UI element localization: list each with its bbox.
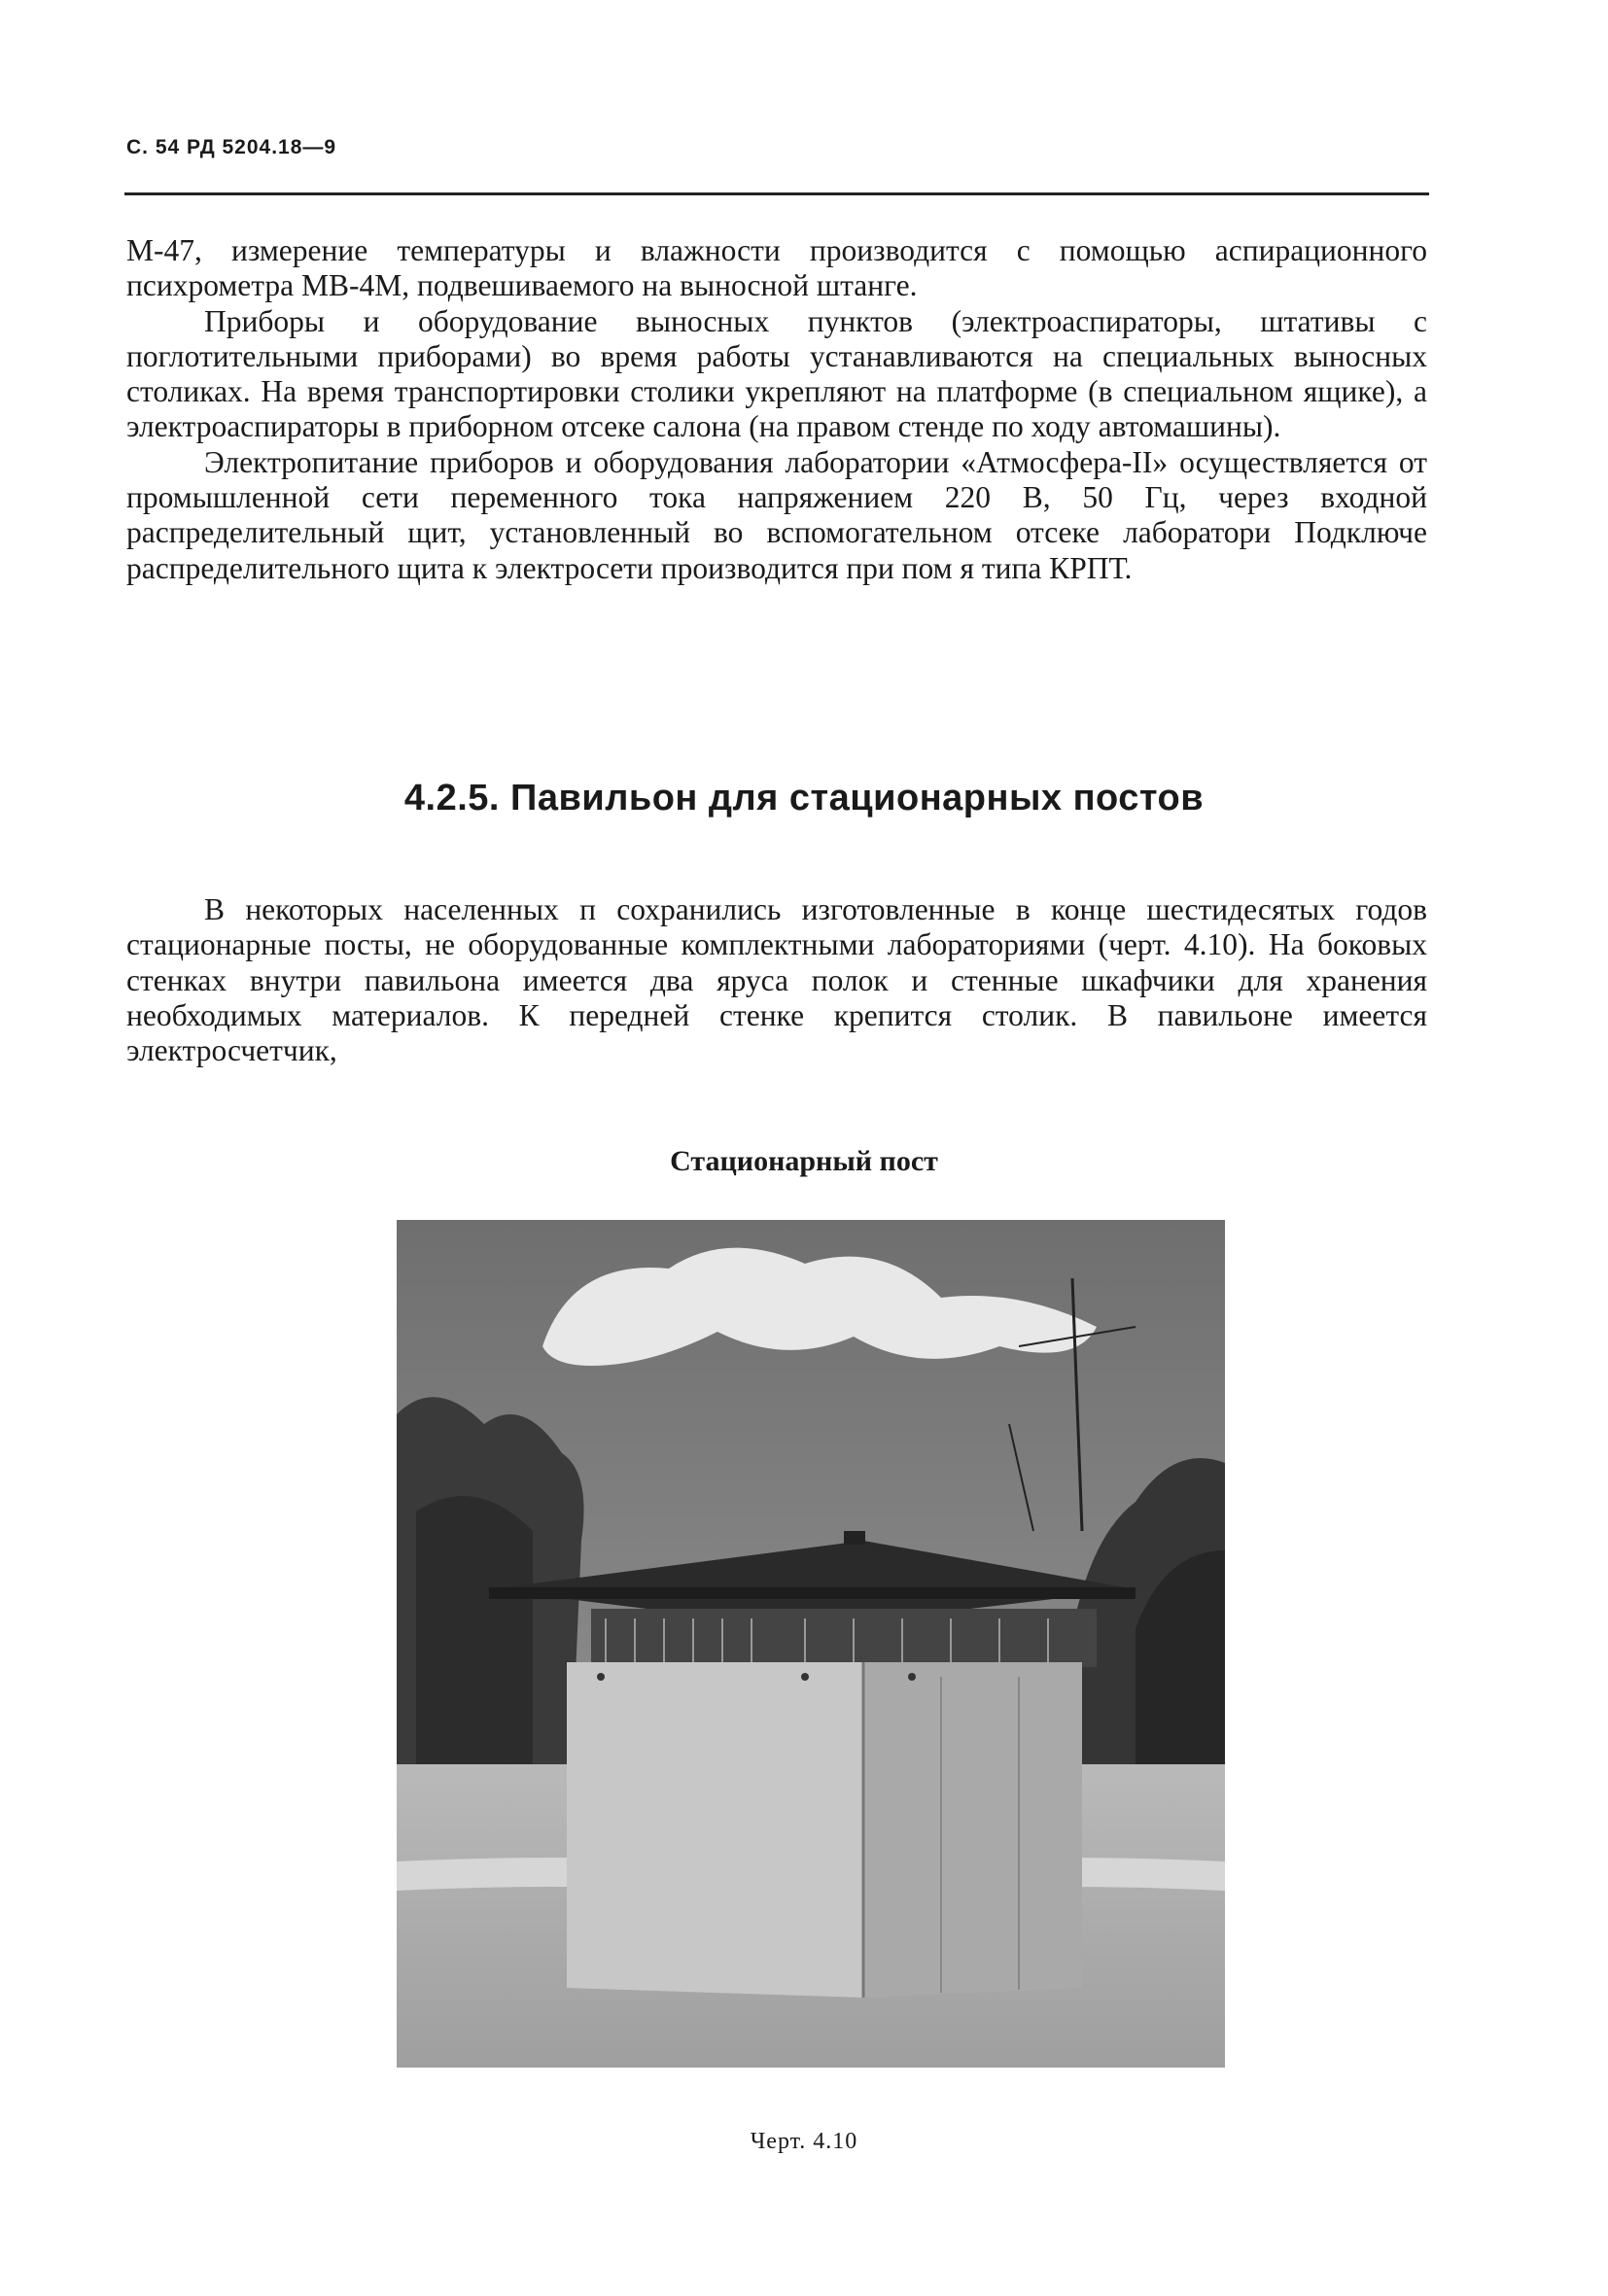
paragraph: В некоторых населенных п сохранились изготовленные в конце шестидесятых годов стационарные посты, не оборудованные комплектными лабораториями (черт. 4.10). На боковых стенках внутри павильона имеется два яруса полок и стенные шкафчики для хранения необходимых материалов. К передней стенке крепится столик. В павильоне имеется электросчетчик, bbox=[126, 892, 1427, 1068]
section-heading: 4.2.5. Павильон для стационарных постов bbox=[403, 778, 1205, 818]
figure-title: Стационарный пост bbox=[670, 1145, 938, 1177]
paragraph: М-47, измерение температуры и влажности производится с помощью аспирационного психрометра МВ-4М, подвешиваемого на выносной штанге. bbox=[126, 233, 1427, 303]
text-block-top bbox=[126, 233, 1427, 586]
pavilion-photo bbox=[397, 1220, 1225, 2068]
running-head: С. 54 РД 5204.18—9 bbox=[126, 136, 337, 158]
text-block-bottom bbox=[126, 892, 1427, 1068]
header-rule bbox=[124, 192, 1429, 195]
paragraph: Приборы и оборудование выносных пунктов (электроаспираторы, штативы с поглотительными приборами) во время работы устанавливаются на специальных выносных столиках. На время транспортировки столики укрепляют на платформе (в специальном ящике), а электроаспираторы в приборном отсеке салона (на правом стенде по ходу автомашины). bbox=[126, 303, 1427, 444]
figure-caption: Черт. 4.10 bbox=[750, 2129, 858, 2154]
paragraph: Электропитание приборов и оборудования лаборатории «Атмосфера-II» осуществляется от промышленной сети переменного тока напряжением 220 В, 50 Гц, через входной распределительный щит, установленный во вспомогательном отсеке лаборатори Подключе распределительного щита к электросети производится при пом я типа КРПТ. bbox=[126, 444, 1427, 585]
